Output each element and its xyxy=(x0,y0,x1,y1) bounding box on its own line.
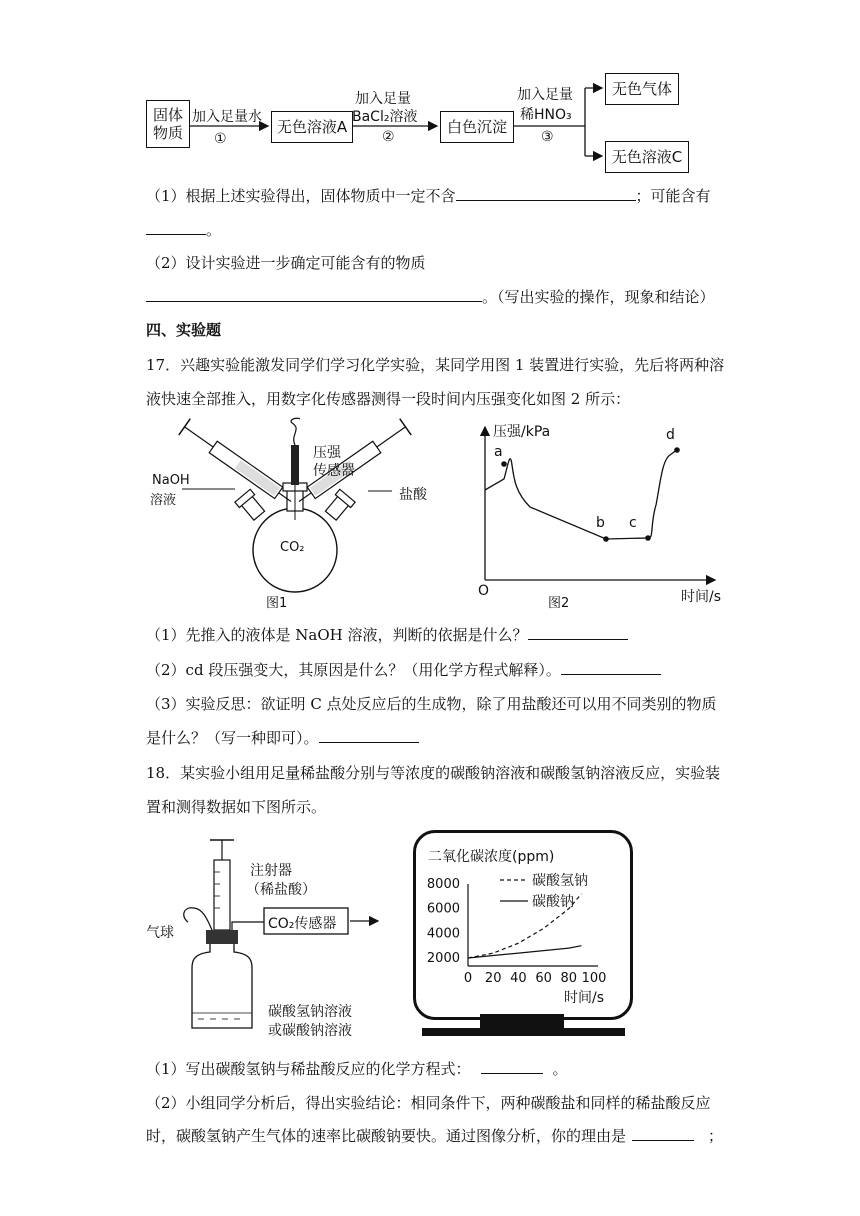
q17-q1-text: （1）先推入的液体是 NaOH 溶液，判断的依据是什么？ xyxy=(146,626,528,644)
q18-question-1 xyxy=(146,1059,568,1079)
q16-blank-3[interactable] xyxy=(146,287,482,302)
section-heading: 四、实验题 xyxy=(146,321,222,339)
y-tick-label: 6000 xyxy=(426,901,460,917)
q18-q2b-end: ； xyxy=(708,1127,724,1145)
q16-part1-cont xyxy=(146,220,221,240)
fig1-hcl: 盐酸 xyxy=(399,487,427,503)
fig2-origin: O xyxy=(478,583,490,599)
q16-part2-cont xyxy=(146,287,715,307)
flow-arrows xyxy=(0,0,860,200)
legend-solid: 碳酸钠 xyxy=(532,894,574,910)
q18-sensor-label: CO₂传感器 xyxy=(268,916,337,932)
q18-balloon-label: 气球 xyxy=(146,925,174,941)
monitor-stand xyxy=(480,1014,564,1028)
fig1-sensor-1: 压强 xyxy=(313,445,341,461)
q17-question-1 xyxy=(146,625,628,645)
q17-blank-3[interactable] xyxy=(319,728,419,743)
q16-part1 xyxy=(146,186,711,206)
fig2-ylabel: 压强/kPa xyxy=(493,424,551,440)
q17-q2-text: （2）cd 段压强变大，其原因是什么？（用化学方程式解释）。 xyxy=(146,661,561,679)
q17-q3b-text: 是什么？（写一种即可）。 xyxy=(146,729,319,747)
q18-q2b-text: 时，碳酸氢钠产生气体的速率比碳酸钠要快。通过图像分析，你的理由是 xyxy=(146,1127,627,1145)
left-syringe-icon xyxy=(179,419,297,510)
q18-blank-1[interactable] xyxy=(481,1059,543,1074)
x-tick-label: 80 xyxy=(560,971,578,986)
flow-step3-num: ③ xyxy=(541,129,554,145)
fig2-label-b: b xyxy=(596,515,605,531)
q16-part2-end: 。（写出实验的操作，现象和结论） xyxy=(482,288,715,306)
q18-stem-2: 置和测得数据如下图所示。 xyxy=(146,798,327,816)
flow-box-solid-text: 固体 物质 xyxy=(152,106,183,142)
fig1-sensor-2: 传感器 xyxy=(313,463,355,479)
flow-step2-num: ② xyxy=(382,129,395,145)
q18-q1-text: （1）写出碳酸氢钠与稀盐酸反应的化学方程式： xyxy=(146,1060,471,1078)
q18-stem-1: 18．某实验小组用足量稀盐酸分别与等浓度的碳酸钠溶液和碳酸氢钠溶液反应，实验装 xyxy=(146,764,721,782)
syringe-icon xyxy=(214,860,230,930)
q16-part1-text-b: ；可能含有 xyxy=(635,187,711,205)
flow-step2-label-top: 加入足量 xyxy=(355,91,411,107)
q16-blank-1[interactable] xyxy=(456,186,636,201)
q16-part1-text-a: （1）根据上述实验得出，固体物质中一定不含 xyxy=(146,187,456,205)
fig2-xlabel: 时间/s xyxy=(681,589,722,605)
fig2-label-c: c xyxy=(629,515,637,531)
x-tick-label: 40 xyxy=(510,971,527,986)
fig1-co2: CO₂ xyxy=(280,540,305,555)
x-tick-label: 20 xyxy=(484,971,502,986)
series-line-na2co3 xyxy=(468,946,581,958)
q18-solution-label-1: 碳酸氢钠溶液 xyxy=(268,1004,352,1020)
fig1-caption: 图1 xyxy=(266,596,288,611)
q16-part1-end: 。 xyxy=(206,221,222,239)
point-d xyxy=(674,447,680,453)
q17-blank-1[interactable] xyxy=(528,625,628,640)
q17-question-2 xyxy=(146,660,661,680)
pressure-sensor-icon xyxy=(291,445,299,485)
q17-question-3a: （3）实验反思：欲证明 C 点处反应后的生成物，除了用盐酸还可以用不同类别的物质 xyxy=(146,695,717,713)
fig2-label-a: a xyxy=(494,444,503,460)
q18-q1-end: 。 xyxy=(552,1060,568,1078)
flow-step3-label-top: 加入足量 xyxy=(517,87,573,103)
flow-step3-label-bot: 稀HNO₃ xyxy=(520,107,572,123)
x-tick-label: 100 xyxy=(581,971,607,986)
fig1-naoh: NaOH xyxy=(152,473,190,488)
flow-step1-num: ① xyxy=(214,131,227,147)
co2-chart xyxy=(420,870,620,990)
q18-syringe-label-2: （稀盐酸） xyxy=(246,882,316,898)
q18-question-2b xyxy=(146,1126,723,1146)
q17-blank-2[interactable] xyxy=(561,660,661,675)
q18-syringe-label-1: 注射器 xyxy=(250,863,292,879)
point-c xyxy=(645,535,651,541)
flow-step1-label: 加入足量水 xyxy=(192,109,262,125)
point-b xyxy=(603,536,609,542)
q16-part2: （2）设计实验进一步确定可能含有的物质 xyxy=(146,254,426,272)
y-tick-label: 2000 xyxy=(426,951,460,966)
point-a xyxy=(501,461,507,467)
balloon-icon xyxy=(184,908,212,930)
q17-stem-1: 17．兴趣实验能激发同学们学习化学实验，某同学用图 1 装置进行实验，先后将两种溶 xyxy=(146,356,725,374)
chart-title: 二氧化碳浓度(ppm) xyxy=(428,849,555,865)
flow-box-c-text: 无色溶液C xyxy=(611,148,683,166)
y-tick-label: 4000 xyxy=(426,926,460,942)
q18-blank-2[interactable] xyxy=(632,1126,694,1141)
x-tick-label: 0 xyxy=(463,971,473,986)
q18-solution-label-2: 或碳酸钠溶液 xyxy=(268,1023,352,1039)
y-tick-label: 8000 xyxy=(426,877,460,892)
q16-blank-2[interactable] xyxy=(146,220,206,235)
fig1-apparatus xyxy=(140,415,440,615)
monitor-base xyxy=(422,1028,625,1036)
chart-xlabel: 时间/s xyxy=(564,990,605,1006)
x-tick-label: 60 xyxy=(535,971,552,986)
fig2-label-d: d xyxy=(666,427,675,443)
legend-dash: 碳酸氢钠 xyxy=(532,873,588,889)
flow-box-precip-text: 白色沉淀 xyxy=(446,118,507,136)
flow-box-a-text: 无色溶液A xyxy=(276,118,348,136)
flow-step2-label-bot: BaCl₂溶液 xyxy=(352,109,418,125)
fig1-naoh-2: 溶液 xyxy=(150,493,177,508)
fig2-caption: 图2 xyxy=(548,596,570,611)
flow-box-gas-text: 无色气体 xyxy=(611,80,672,98)
q17-question-3b xyxy=(146,728,419,748)
q18-question-2a: （2）小组同学分析后，得出实验结论：相同条件下，两种碳酸盐和同样的稀盐酸反应 xyxy=(146,1094,711,1112)
q17-stem-2: 液快速全部推入，用数字化传感器测得一段时间内压强变化如图 2 所示： xyxy=(146,390,631,408)
